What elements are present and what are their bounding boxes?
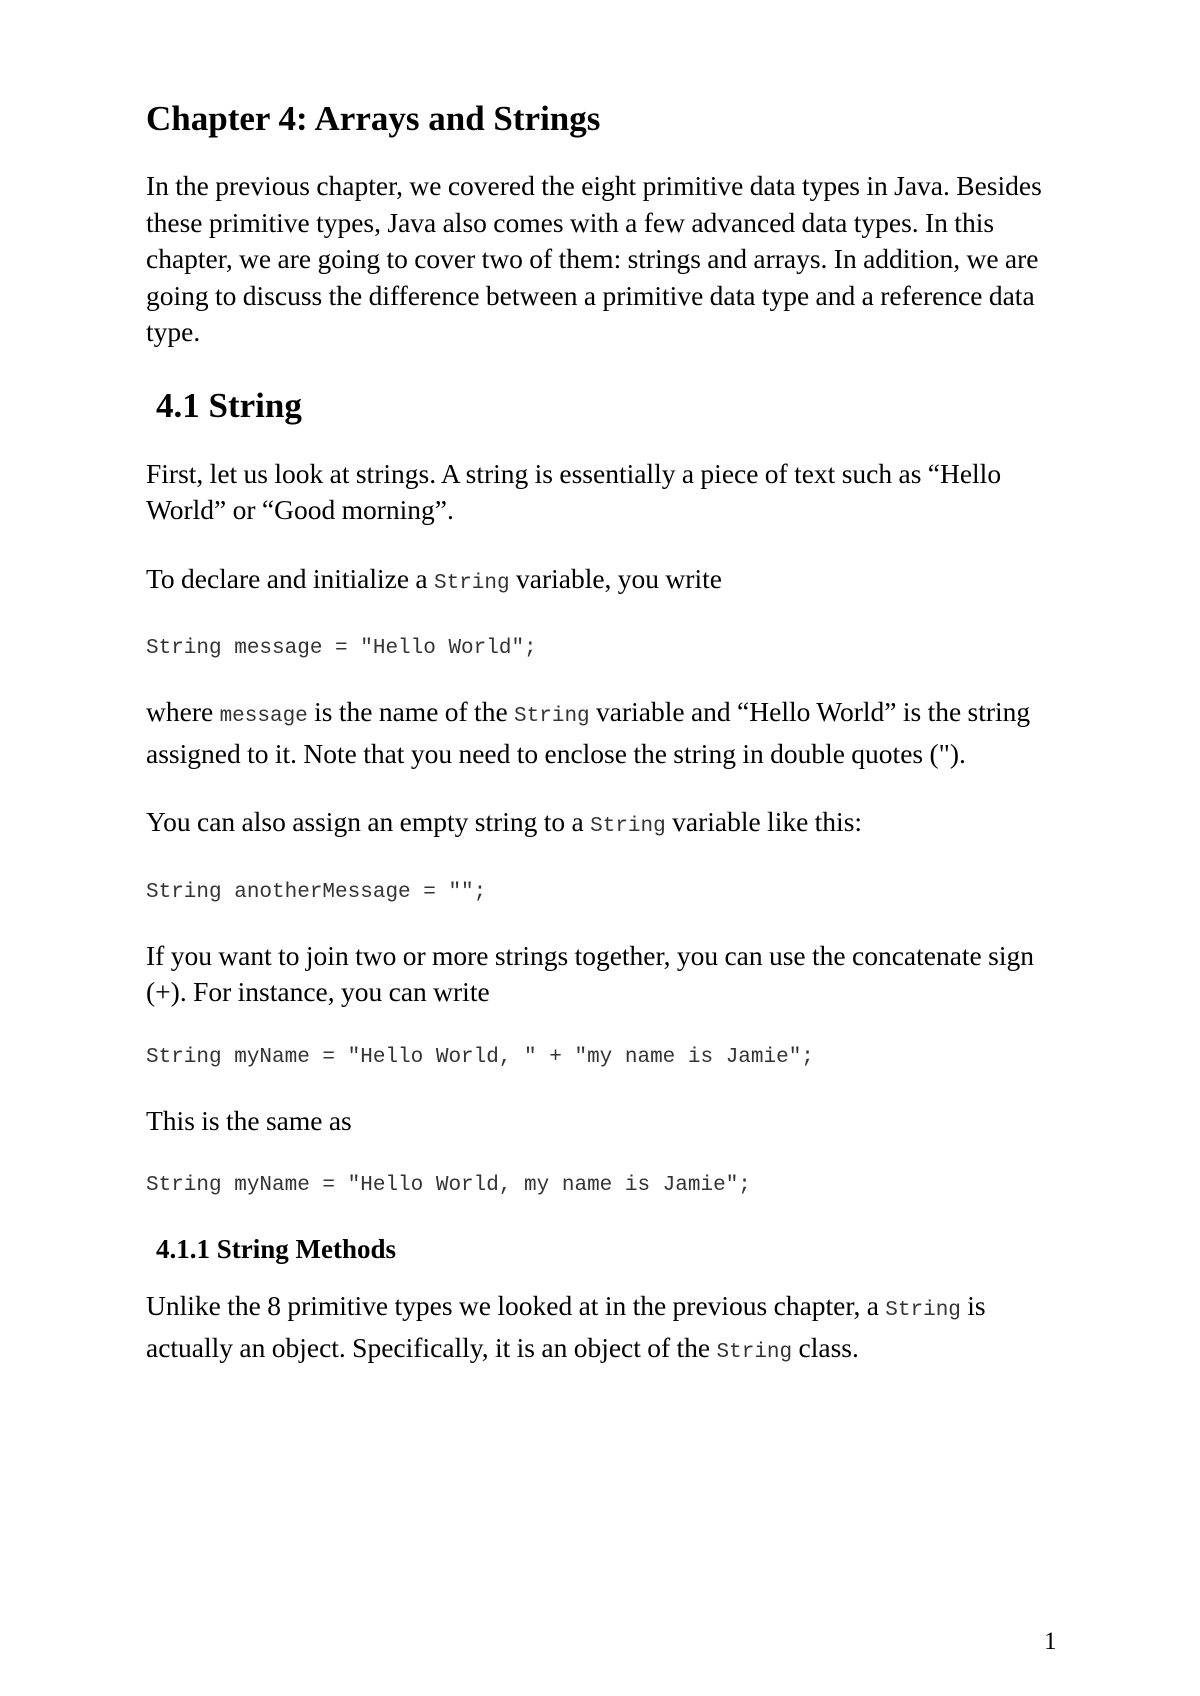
code-block-another-message: String anotherMessage = ""; bbox=[146, 880, 487, 904]
page-content bbox=[146, 96, 1076, 1403]
code-block-full-name: String myName = "Hello World, my name is Jamie"; bbox=[146, 1174, 751, 1197]
same-as-paragraph: This is the same as bbox=[146, 1104, 352, 1136]
section-title: 4.1 String bbox=[156, 385, 302, 425]
chapter-title: Chapter 4: Arrays and Strings bbox=[146, 99, 601, 138]
inline-code-string: String bbox=[434, 571, 510, 595]
chapter-intro-paragraph: In the previous chapter, we covered the eight primitive data types in Java. Besides these primitive types, Java also comes with a few advanced data types. In this chapter, we are going to cover two of them: strings and arrays. In addition, we are going to discuss the difference between a primitive data type and a reference data type. bbox=[146, 170, 1042, 347]
declare-text-after: variable, you write bbox=[509, 562, 722, 594]
subsection-title: 4.1.1 String Methods bbox=[156, 1234, 397, 1264]
where-text: where bbox=[146, 696, 220, 727]
declare-text: To declare and initialize a bbox=[146, 562, 434, 594]
inline-code-string: String bbox=[590, 815, 666, 838]
string-definition-paragraph: First, let us look at strings. A string is essentially a piece of text such as “Hello World” or “Good morning”. bbox=[146, 457, 1002, 525]
concatenate-paragraph: If you want to join two or more strings together, you can use the concatenate sign (+). For instance, you can write bbox=[146, 939, 1034, 1007]
string-object-paragraph bbox=[146, 1288, 1076, 1371]
page-number: 1 bbox=[1044, 1628, 1057, 1655]
empty-string-paragraph bbox=[146, 804, 1076, 846]
string-object-text: Unlike the 8 primitive types we looked at in the previous chapter, a bbox=[146, 1290, 886, 1321]
string-object-mid: is actually an object. Specifically, it is an object of the bbox=[146, 1290, 986, 1363]
inline-code-string: String bbox=[716, 1340, 793, 1364]
string-object-after: class. bbox=[792, 1331, 859, 1363]
where-message-paragraph bbox=[146, 694, 1076, 772]
code-block-concatenation: String myName = "Hello World, " + "my name is Jamie"; bbox=[146, 1045, 814, 1069]
where-mid-text: is the name of the bbox=[307, 696, 515, 727]
empty-string-text: You can also assign an empty string to a bbox=[146, 806, 591, 837]
inline-code-message: message bbox=[219, 705, 308, 728]
inline-code-string: String bbox=[514, 705, 590, 728]
empty-string-after: variable like this: bbox=[665, 806, 863, 837]
where-after-text: variable and “Hello World” is the string assigned to it. Note that you need to enclose the string in double quotes ("). bbox=[146, 696, 1031, 769]
code-block-message: String message = "Hello World"; bbox=[146, 637, 537, 660]
inline-code-string: String bbox=[885, 1299, 961, 1322]
declare-string-paragraph bbox=[146, 561, 1076, 603]
